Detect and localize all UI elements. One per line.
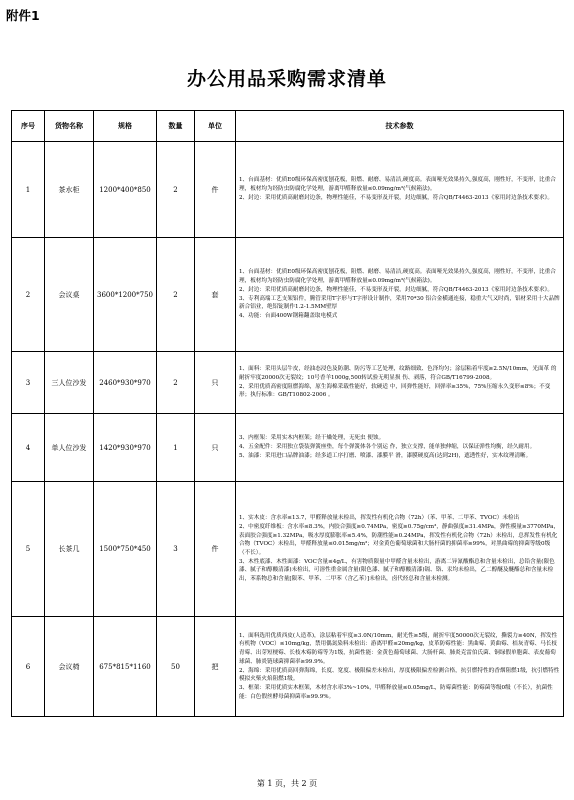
col-header-qty: 数量 [157, 111, 195, 142]
row-spec: 1420*930*970 [94, 414, 157, 482]
row-qty: 50 [157, 617, 195, 717]
table-header-row [12, 111, 564, 142]
param-line: 2、采用优质高密度阻燃海绵，原生海棉采载性能好，软硬适 中，回弹性能好，回弹率≥35%，75%压缩永久变形≤8%；不变 形；执行标准：GB/T10802-2006 。 [239, 383, 551, 399]
attachment-label: 附件1 [6, 8, 40, 23]
col-header-params: 技术参数 [236, 111, 564, 142]
row-name: 会议桌 [45, 238, 94, 352]
table-row [12, 352, 564, 414]
row-unit: 把 [195, 617, 236, 717]
row-spec: 1200*400*850 [94, 142, 157, 238]
row-unit: 只 [195, 414, 236, 482]
param-line: 1、台面基材：优质E0级环保高密度刨花板，阻燃、耐磨、易清洁,硬度高。表面哑光效果持久,强度高，刚性好，不变形，比重合理，板材均为经防虫防腐化学处理，游离甲醛释放量≤0.09mg/m³(气候箱法)。 [239, 269, 556, 285]
param-line: 2、封边：采用优质高耐磨封边条，物理性能佳，不易变形及开裂，封边细腻，符合QB/T4463-2013《家用封边条技术要求》。 [239, 286, 553, 293]
row-qty: 3 [157, 482, 195, 617]
table-row [12, 142, 564, 238]
row-spec: 675*815*1160 [94, 617, 157, 717]
row-spec: 3600*1200*750 [94, 238, 157, 352]
row-params [236, 142, 564, 238]
row-no: 1 [12, 142, 45, 238]
param-line: 1、台面基材：优质E0级环保高密度刨花板，阻燃、耐磨、易清洁,硬度高。表面哑光效果持久,强度高，刚性好，不变形，比重合理，板材均为经防虫防腐化学处理，游离甲醛释放量≤0.09mg/m³(气候箱法)。 [239, 177, 556, 193]
param-line: 1、面料选用优质西皮(人造革)，涂层粘着牢度≥3.0N/10mm，耐光性≥5级，耐折牢度50000次无裂纹，撕裂力≥40N，挥发性有机物（VOC）≤10mg/kg，禁用偶氮染料未检出：游离甲醛≤20mg/kg，皮革防霉性能：黑曲霉、黄曲霉、桔灰青霉、马长枝青霉、出芽短梗霉、长枝木霉防霉等为1级，抗菌性能：金黄色葡萄球菌、大肠杆菌、肺炎克雷伯氏菌、铜绿假单胞菌、表皮葡萄球菌、肺炎链球菌抑菌率≥99.9%。 [239, 632, 558, 665]
param-line: 1、实木皮：含水率≤13.7，甲醛释放量未检出，挥发性有机化合物（72h）（苯、甲苯、二甲苯、TVOC）未检出 [239, 515, 520, 522]
row-name: 三人位沙发 [45, 352, 94, 414]
table-row [12, 482, 564, 617]
page-footer: 第 1 页，共 2 页 [256, 779, 318, 788]
row-qty: 2 [157, 142, 195, 238]
row-params [236, 482, 564, 617]
col-header-unit: 单位 [195, 111, 236, 142]
row-params [236, 617, 564, 717]
param-line: 4、五金配件：采用独立袋装弹簧座垫，每个弹簧体各个别运 作，独立支撑，能单独伸缩，以保证弹性均衡，经久耐用。 [239, 444, 536, 451]
row-unit: 套 [195, 238, 236, 352]
row-name: 会议椅 [45, 617, 94, 717]
param-line: 3、内框架：采用实木内框架；经干燥处理，无死虫 便蚀。 [239, 435, 385, 442]
param-line: 5、油漆：采用进口品牌油漆；经多道工序打磨、喷漆、漆膜平 滑，漆膜硬度高(达到2H)，遮透性好，实木纹理清晰。 [239, 452, 532, 459]
row-spec: 1500*750*450 [94, 482, 157, 617]
param-line: 2、中密度纤维板：含水率≤8.3%，内胶合强度≥0.74MPa，密度≥0.75g/cm³，静曲强度≥31.4MPa，弹性模量≥3770MPa，表面胶合强度≥1.32MPa，吸水厚度膨胀率≤5.4%，防潮性能≥0.24MPa，挥发性有机化合物（72h）未检出，总挥发性有机化合物（TVOC）未检出，甲醛释放量≤0.015mg/m³；对金黄色葡萄球菌和大肠杆菌的抑菌率≥99%，对黑曲霉的抑菌等级0级（不长）。 [239, 523, 560, 556]
row-params [236, 414, 564, 482]
row-name: 茶水柜 [45, 142, 94, 238]
col-header-no: 序号 [12, 111, 45, 142]
row-no: 4 [12, 414, 45, 482]
row-unit: 只 [195, 352, 236, 414]
row-spec: 2460*930*970 [94, 352, 157, 414]
row-unit: 件 [195, 142, 236, 238]
row-params [236, 238, 564, 352]
param-line: 2、海绵：采用优质高回弹海绵，长度、宽度、极限偏差未检出，厚度极限偏差检测合格，抗引燃特性的香烟阻燃1级，抗引燃特性模拟火柴火焰阻燃1级。 [239, 667, 560, 683]
param-line: 2、封边：采用优质高耐磨封边条，物理性能佳，不易变形及开裂，封边细腻，符合QB/T4463-2013《家用封边条技术要求》。 [239, 194, 553, 201]
row-no: 6 [12, 617, 45, 717]
page-title: 办公用品采购需求清单 [186, 68, 387, 90]
table-row [12, 238, 564, 352]
param-line: 3、专利高端工艺支架铝件，腾管采用T字形与T字形设计制作，采用70*30 铝合金横通连接，稳重大气又时尚，铝材采用十大品牌新合铝业，绝铝锭制作1.2-1.5MM壁厚 [239, 295, 560, 311]
row-name: 长茶几 [45, 482, 94, 617]
param-line: 1、面料：采用头层牛皮，经油态浸色及防潮、防污等工艺处理，纹路细致、色泽均匀；涂层粘着牢度≥2.5N/10mm，光面革 的耐折牢度20000次无裂纹；10号香羊1000g,500转试验无明显损 伤、剥落，符合GB/T16799-2008。 [239, 366, 557, 381]
procurement-table [11, 110, 564, 717]
row-params [236, 352, 564, 414]
table-row [12, 617, 564, 717]
row-no: 5 [12, 482, 45, 617]
table-row [12, 414, 564, 482]
param-line: 3、框架：采用优质实木框架，木材含水率3%~10%，甲醛释放量≤0.05mg/L，防霉菌性能：防霉菌等级0级（不长），抗菌性能：白色假丝酵母菌抑菌率≥99.9%。 [239, 684, 553, 700]
row-qty: 1 [157, 414, 195, 482]
row-no: 3 [12, 352, 45, 414]
row-name: 单人位沙发 [45, 414, 94, 482]
row-unit: 件 [195, 482, 236, 617]
col-header-name: 货物名称 [45, 111, 94, 142]
col-header-spec: 规格 [94, 111, 157, 142]
row-qty: 2 [157, 352, 195, 414]
row-no: 2 [12, 238, 45, 352]
param-line: 3、木性底漆、木性面漆：VOC含量≤4g/L，有害物质限量中甲醛含量未检出，游离二异氰酸酯总和含量未检出，总铅含量(限色漆、腻子和醇酸清漆)未检出，可溶性重金属含量(限色漆、腻子和醇酸清漆)镉、铬、汞均未检出，乙二醇醚及醚酯总和含量未检出，苯系物总和含量[限苯、甲苯、二甲苯（含乙苯）]未检出，卤代烃总和含量未检测。 [239, 558, 555, 583]
row-qty: 2 [157, 238, 195, 352]
param-line: 4、功能：台面400W钢箱翻盖取电模式 [239, 312, 338, 319]
